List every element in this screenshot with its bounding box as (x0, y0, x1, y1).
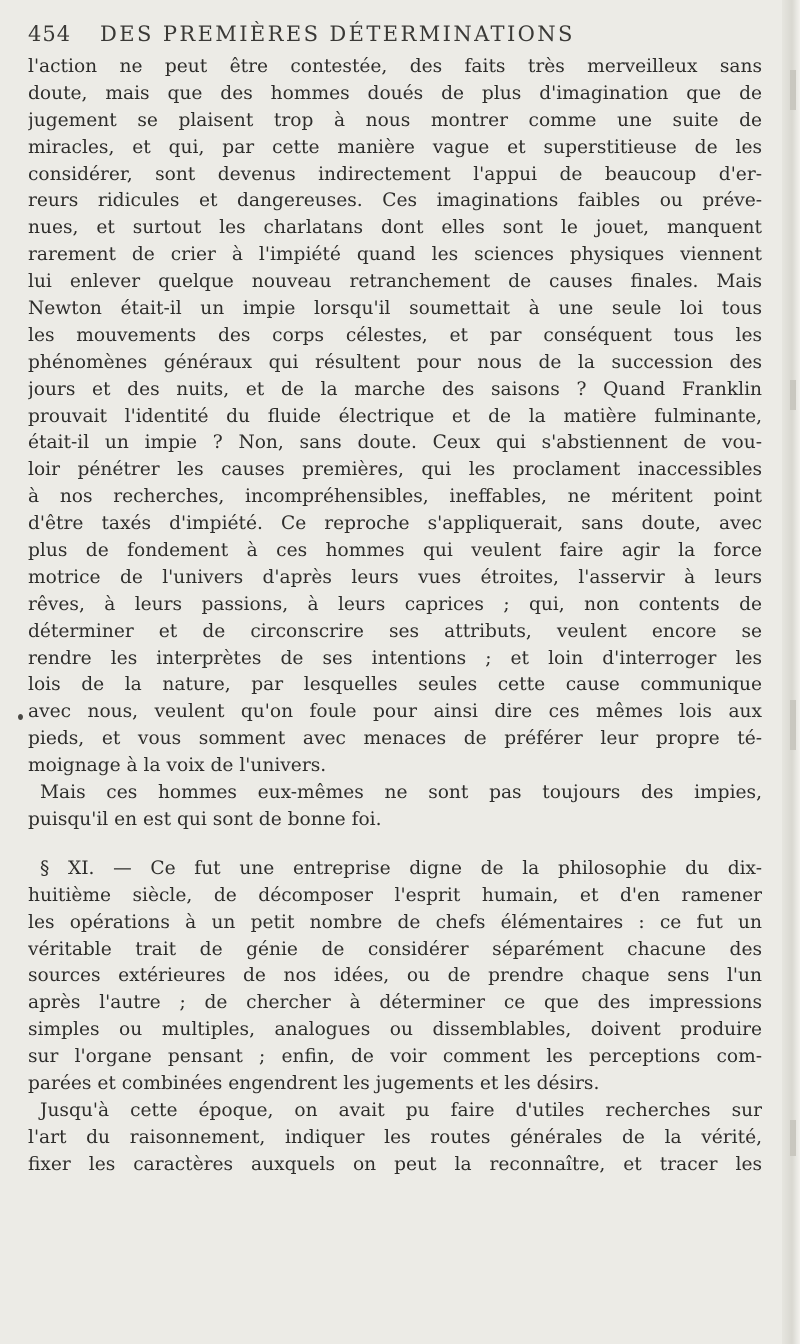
text-line: l'action ne peut être contestée, des faits très merveilleux sans (28, 56, 762, 77)
text-line: sur l'organe pensant ; enfin, de voir comment les perceptions com- (28, 1046, 762, 1068)
text-line: les opérations à un petit nombre de chefs élémentaires : ce fut un (28, 911, 762, 933)
edge-mark (790, 1120, 796, 1156)
running-head: DES PREMIÈRES DÉTERMINATIONS (100, 22, 575, 46)
margin-mark (18, 714, 23, 720)
text-line: miracles, et qui, par cette manière vague et superstitieuse de les (28, 136, 762, 158)
text-line: à nos recherches, incompréhensibles, ineffables, ne méritent point (28, 486, 762, 508)
text-line: puisqu'il en est qui sont de bonne foi. (28, 808, 382, 830)
text-line: déterminer et de circonscrire ses attributs, veulent encore se (28, 620, 762, 642)
text-line: jugement se plaisent trop à nous montrer comme une suite de (28, 109, 762, 131)
text-line: rendre les interprètes de ses intentions ; et loin d'interroger les (28, 647, 762, 669)
text-line: Mais ces hommes eux-mêmes ne sont pas toujours des impies, (40, 782, 762, 804)
text-line: lui enlever quelque nouveau retranchement de causes finales. Mais (28, 271, 762, 293)
text-line: phénomènes généraux qui résultent pour nous de la succession des (28, 351, 762, 373)
section-heading-line: § XI. — Ce fut une entreprise digne de la philosophie du dix- (40, 857, 762, 879)
edge-mark (790, 70, 796, 110)
page-header (28, 22, 768, 52)
text-line: d'être taxés d'impiété. Ce reproche s'appliquerait, sans doute, avec (28, 513, 762, 535)
page-edge-shadow (782, 0, 800, 1344)
edge-mark (790, 380, 796, 410)
text-line: les mouvements des corps célestes, et par conséquent tous les (28, 324, 762, 346)
text-line: jours et des nuits, et de la marche des saisons ? Quand Franklin (28, 378, 762, 400)
text-line: pieds, et vous somment avec menaces de préférer leur propre té- (28, 728, 762, 750)
text-line: avec nous, veulent qu'on foule pour ainsi dire ces mêmes lois aux (28, 701, 762, 723)
text-line: rarement de crier à l'impiété quand les sciences physiques viennent (28, 244, 762, 266)
text-line: nues, et surtout les charlatans dont elles sont le jouet, manquent (28, 217, 762, 239)
text-line: considérer, sont devenus indirectement l'appui de beaucoup d'er- (28, 163, 762, 185)
page-number: 454 (28, 22, 72, 46)
text-line: prouvait l'identité du fluide électrique et de la matière fulminante, (28, 405, 762, 427)
text-line: Jusqu'à cette époque, on avait pu faire d'utiles recherches sur (40, 1099, 762, 1121)
text-line: moignage à la voix de l'univers. (28, 755, 327, 777)
text-line: fixer les caractères auxquels on peut la reconnaître, et tracer les (28, 1153, 762, 1175)
body-text (28, 54, 762, 1179)
text-line: rêves, à leurs passions, à leurs caprices ; qui, non contents de (28, 593, 762, 615)
text-line: après l'autre ; de chercher à déterminer ce que des impressions (28, 992, 762, 1014)
edge-mark (790, 700, 796, 750)
text-line: doute, mais que des hommes doués de plus d'imagination que de (28, 82, 762, 104)
text-line: sources extérieures de nos idées, ou de prendre chaque sens l'un (28, 965, 762, 987)
text-line: simples ou multiples, analogues ou dissemblables, doivent produire (28, 1019, 762, 1041)
text-line: reurs ridicules et dangereuses. Ces imaginations faibles ou préve- (28, 190, 762, 212)
text-line: Newton était-il un impie lorsqu'il soumettait à une seule loi tous (28, 298, 762, 320)
text-line: motrice de l'univers d'après leurs vues étroites, l'asservir à leurs (28, 566, 762, 588)
text-line: loir pénétrer les causes premières, qui les proclament inaccessibles (28, 459, 762, 481)
text-line: était-il un impie ? Non, sans doute. Ceux qui s'abstiennent de vou- (28, 432, 762, 454)
text-line: l'art du raisonnement, indiquer les routes générales de la vérité, (28, 1126, 762, 1148)
text-line: plus de fondement à ces hommes qui veulent faire agir la force (28, 540, 762, 562)
text-line: huitième siècle, de décomposer l'esprit humain, et d'en ramener (28, 884, 762, 906)
text-line: parées et combinées engendrent les jugements et les désirs. (28, 1072, 600, 1094)
text-line: lois de la nature, par lesquelles seules cette cause communique (28, 674, 762, 696)
text-line: véritable trait de génie de considérer séparément chacune des (28, 938, 762, 960)
paragraph-gap (28, 834, 762, 856)
